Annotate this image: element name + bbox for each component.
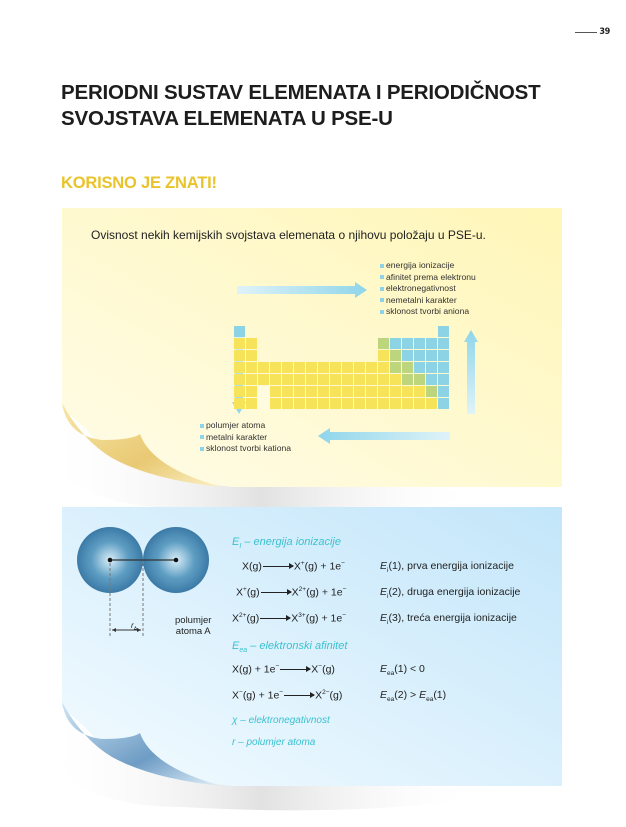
periodic-table-cell xyxy=(414,350,425,361)
reaction-arrow-icon xyxy=(284,695,314,696)
arrow-right-icon xyxy=(237,282,367,298)
periodic-table-cell xyxy=(378,374,389,385)
periodic-table-cell xyxy=(426,362,437,373)
atomic-radius-diagram xyxy=(77,527,217,637)
arrow-left-icon xyxy=(318,428,450,444)
periodic-table-cell xyxy=(402,374,413,385)
legend-item: metalni karakter xyxy=(200,432,291,444)
periodic-table-cell xyxy=(426,374,437,385)
periodic-table-cell xyxy=(438,350,449,361)
periodic-table-cell xyxy=(390,350,401,361)
periodic-table-cell xyxy=(282,398,293,409)
arrow-up-icon xyxy=(464,330,478,414)
legend-item: sklonost tvorbi kationa xyxy=(200,443,291,455)
periodic-table-cell xyxy=(306,398,317,409)
bullet-square-icon xyxy=(380,310,384,314)
periodic-table-cell xyxy=(282,362,293,373)
affinity-desc-2: $E_{ea}(2) > E_{ea}(1)$ xyxy=(380,689,447,704)
periodic-table-cell xyxy=(342,362,353,373)
page-number xyxy=(575,27,610,37)
periodic-table-cell xyxy=(306,362,317,373)
info-card-blue xyxy=(62,507,562,786)
periodic-table-cell xyxy=(354,374,365,385)
periodic-table-cell xyxy=(234,398,245,409)
page-number-rule xyxy=(575,32,597,33)
ionization-desc-3: $E_i(3)$, treća energija ionizacije xyxy=(380,612,517,627)
ionization-equation-1: X(g) X+(g) + 1e− xyxy=(242,560,345,573)
bullet-square-icon xyxy=(380,264,384,268)
periodic-table-cell xyxy=(234,326,245,337)
periodic-table-cell xyxy=(378,362,389,373)
ionization-energy-heading: $E_I$ – energija ionizacije xyxy=(232,536,341,551)
periodic-table-cell xyxy=(246,350,257,361)
periodic-table-cell xyxy=(426,350,437,361)
intro-text: Ovisnost nekih kemijskih svojstava elemenata o njihovu položaju u PSE-u. xyxy=(91,228,486,242)
periodic-table-cell xyxy=(366,398,377,409)
periodic-table-cell xyxy=(438,362,449,373)
periodic-table-cell xyxy=(390,386,401,397)
legend-item: afinitet prema elektronu xyxy=(380,272,476,284)
periodic-table-cell xyxy=(366,386,377,397)
periodic-table-cell xyxy=(246,398,257,409)
periodic-table-cell xyxy=(318,398,329,409)
periodic-table-cell xyxy=(378,398,389,409)
periodic-table-cell xyxy=(378,338,389,349)
reaction-arrow-icon xyxy=(261,592,291,593)
periodic-table-cell xyxy=(426,338,437,349)
periodic-table-cell xyxy=(390,338,401,349)
legend-item: energija ionizacije xyxy=(380,260,476,272)
bullet-square-icon xyxy=(380,287,384,291)
periodic-table-cell xyxy=(342,398,353,409)
periodic-table-cell xyxy=(366,374,377,385)
periodic-table-cell xyxy=(318,362,329,373)
reaction-arrow-icon xyxy=(260,618,290,619)
periodic-table-cell xyxy=(330,374,341,385)
periodic-table-cell xyxy=(294,398,305,409)
title-line-2: SVOJSTAVA ELEMENATA U PSE-U xyxy=(61,107,393,130)
atomic-radius-note: r – polumjer atoma xyxy=(232,737,316,748)
periodic-table-cell xyxy=(378,386,389,397)
periodic-table-cell xyxy=(390,362,401,373)
periodic-table-cell xyxy=(234,338,245,349)
periodic-table-cell xyxy=(282,386,293,397)
electronegativity-note: χ – elektronegativnost xyxy=(232,715,330,726)
periodic-table-cell xyxy=(342,374,353,385)
periodic-table-cell xyxy=(438,386,449,397)
periodic-table-cell xyxy=(282,374,293,385)
periodic-table-cell xyxy=(318,374,329,385)
periodic-table-cell xyxy=(354,398,365,409)
section-subtitle: KORISNO JE ZNATI! xyxy=(61,174,217,192)
periodic-table-cell xyxy=(270,374,281,385)
periodic-table-cell xyxy=(330,386,341,397)
periodic-table-cell xyxy=(354,362,365,373)
info-card-yellow xyxy=(62,208,562,487)
electron-affinity-heading: $E_{ea}$ – elektronski afinitet xyxy=(232,640,348,655)
periodic-table-cell xyxy=(366,362,377,373)
periodic-table-cell xyxy=(246,338,257,349)
periodic-table-cell xyxy=(318,386,329,397)
legend-increasing-down-left xyxy=(200,420,291,455)
page-title xyxy=(61,80,561,132)
periodic-table-cell xyxy=(330,362,341,373)
periodic-table-cell xyxy=(390,374,401,385)
bullet-square-icon xyxy=(380,275,384,279)
affinity-equation-1: X(g) + 1e− X−(g) xyxy=(232,663,335,676)
periodic-table-cell xyxy=(246,374,257,385)
legend-item: polumjer atoma xyxy=(200,420,291,432)
periodic-table-cell xyxy=(234,362,245,373)
periodic-table-cell xyxy=(246,386,257,397)
periodic-table-cell xyxy=(270,398,281,409)
periodic-table-cell xyxy=(414,374,425,385)
periodic-table-cell xyxy=(258,362,269,373)
periodic-table-cell xyxy=(402,386,413,397)
periodic-table-cell xyxy=(330,398,341,409)
periodic-table-cell xyxy=(270,362,281,373)
affinity-equation-2: X−(g) + 1e− $X^{2-}(g)$ xyxy=(232,689,343,702)
bullet-square-icon xyxy=(380,298,384,302)
periodic-table-cell xyxy=(414,338,425,349)
periodic-table-cell xyxy=(414,362,425,373)
bullet-square-icon xyxy=(200,424,204,428)
radius-symbol: $r_A$ xyxy=(131,621,138,633)
bullet-square-icon xyxy=(200,435,204,439)
periodic-table-cell xyxy=(414,386,425,397)
periodic-table-cell xyxy=(246,362,257,373)
periodic-table-cell xyxy=(306,374,317,385)
ionization-equation-3: $X^{2+}(g) X^{3+}(g) + 1e^-$ xyxy=(232,612,346,625)
periodic-table-cell xyxy=(426,386,437,397)
periodic-table-cell xyxy=(234,350,245,361)
reaction-arrow-icon xyxy=(263,566,293,567)
bullet-square-icon xyxy=(200,447,204,451)
periodic-table-cell xyxy=(402,338,413,349)
periodic-table-cell xyxy=(402,398,413,409)
legend-increasing-right-up xyxy=(380,260,476,318)
legend-item: sklonost tvorbi aniona xyxy=(380,306,476,318)
ionization-equation-2: X+(g) $X^{2+}(g) + 1e^-$ xyxy=(236,586,347,599)
periodic-table-cell xyxy=(438,338,449,349)
periodic-table-cell xyxy=(270,386,281,397)
periodic-table-cell xyxy=(342,386,353,397)
legend-item: nemetalni karakter xyxy=(380,295,476,307)
periodic-table-cell xyxy=(234,386,245,397)
periodic-table-cell xyxy=(234,374,245,385)
periodic-table-cell xyxy=(306,386,317,397)
periodic-table-cell xyxy=(438,398,449,409)
periodic-table-cell xyxy=(294,374,305,385)
periodic-table-cell xyxy=(402,350,413,361)
ionization-desc-2: $E_i(2)$, druga energija ionizacije xyxy=(380,586,521,601)
periodic-table-cell xyxy=(402,362,413,373)
periodic-table-cell xyxy=(294,386,305,397)
affinity-desc-1: $E_{ea}(1) < 0$ xyxy=(380,663,425,678)
title-line-1: PERIODNI SUSTAV ELEMENATA I PERIODIČNOST xyxy=(61,81,541,104)
periodic-table-cell xyxy=(414,398,425,409)
periodic-table-cell xyxy=(438,374,449,385)
periodic-table-cell xyxy=(258,398,269,409)
periodic-table-cell xyxy=(354,386,365,397)
periodic-table-cell xyxy=(438,326,449,337)
ionization-desc-1: $E_i(1)$, prva energija ionizacije xyxy=(380,560,514,575)
periodic-table-cell xyxy=(258,386,269,397)
periodic-table-cell xyxy=(426,398,437,409)
atom-radius-label: polumjer atoma A xyxy=(175,615,212,637)
periodic-table-cell xyxy=(258,374,269,385)
periodic-table-cell xyxy=(390,398,401,409)
periodic-table-cell xyxy=(294,362,305,373)
page-number-text: 39 xyxy=(599,27,610,37)
legend-item: elektronegativnost xyxy=(380,283,476,295)
periodic-table-cell xyxy=(378,350,389,361)
reaction-arrow-icon xyxy=(280,669,310,670)
